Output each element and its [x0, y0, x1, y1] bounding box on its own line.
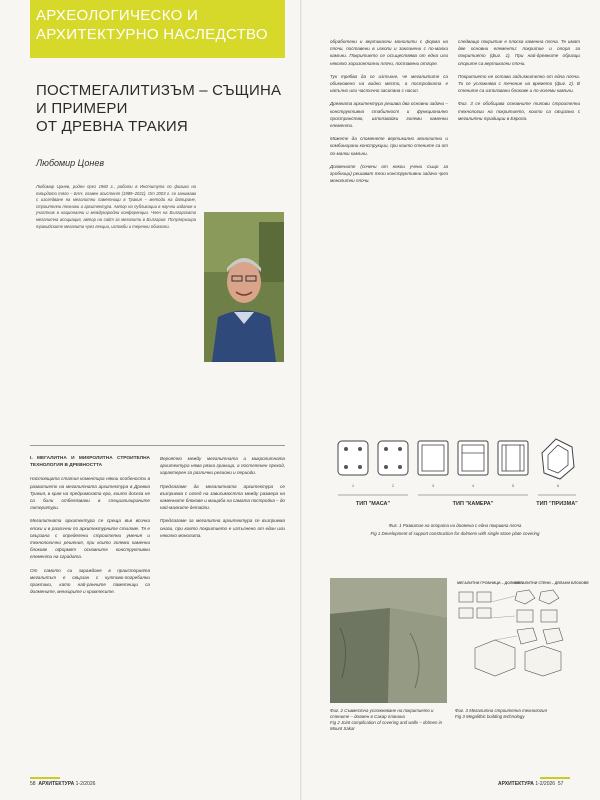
fig1-caption-bg: Фиг. 1 Развитие на опората на долмена с еднa покривна плоча [388, 523, 522, 528]
fig1-type-chamber: ТИП "КАМЕРА" [452, 501, 494, 507]
left-column-1 [30, 455, 150, 601]
paragraph: Долмените (сочени от някои учени също за гробници) решават тези конструктивни задачи чрез монолитни плочи. [330, 163, 448, 184]
fig2-caption-bg: Фиг. 2 Съвместна усложняване на покритието и стените – долмен в Сакар планина [330, 708, 434, 719]
paragraph: Вероятно между мегалитната и микролитната архитектура няма рязка граница, а постепенен преход, характерен за различни региони и периоди. [160, 456, 285, 476]
fig1-type-prism: ТИП "ПРИЗМА" [536, 501, 578, 507]
left-column-2 [160, 455, 285, 545]
fig1-type-table: ТИП "МАСА" [355, 501, 391, 507]
figure-3-caption [455, 708, 580, 720]
page-gutter [300, 0, 302, 800]
paragraph: Покритието не остава задължително от една плоча. То се усложнява с течение на времето (фиг. 2). В стените са използвани блокове и по-големи камъни. [458, 73, 580, 94]
dolmen-type-5-drawing [498, 441, 528, 475]
paragraph: Предлагаме за мегалитна архитектура се възприема онази, при която покритието е изпълнено от един или няколко монолита. [160, 518, 285, 538]
paragraph: Древната архитектура решава два основни задачи – конструктивна стабилност и функционално пространство, използвайки големи каменни елементи. [330, 101, 448, 129]
paragraph: Можете да споменете вертикално монолитни и комбинирани конструкции, при които стените са от по-малки камъни. [330, 136, 448, 156]
fig2-caption-en: Fig 2 Joint complication of covering and walls – dolmen in Mount Sakar [330, 720, 443, 731]
subsection-heading: I. МЕГАЛИТНА И МИКРОЛИТНА СТРОИТЕЛНА ТЕХНОЛОГИЯ В ДРЕВНОСТТА [30, 456, 150, 469]
dolmen-type-3-drawing [418, 441, 448, 475]
dolmen-photo-image [330, 578, 447, 703]
page-number-left: 58 [30, 781, 36, 787]
dolmen-type-4-drawing [458, 441, 488, 475]
dolmen-type-1-drawing [338, 441, 368, 475]
fig1-caption-en: Fig 1 Development of support construction for dolmens with single stone plate covering [370, 531, 540, 536]
figure-2-photo [330, 578, 447, 703]
article-title-line1: ПОСТМЕГАЛИТИЗЪМ – СЪЩИНА И ПРИМЕРИ [36, 82, 282, 117]
paragraph: Фиг. 3 се обобщава основните типови строителни технологии на покритието, които са свързани с мегалитни традиции в Европа. [458, 101, 580, 121]
fig1-number-4: 4 [472, 484, 474, 488]
footer-right [498, 781, 563, 787]
issue-left: 1-2/2026 [75, 781, 96, 787]
footer-accent-right [540, 777, 570, 779]
fig1-number-3: 3 [432, 484, 434, 488]
magazine-name-right: АРХИТЕКТУРА [498, 781, 534, 787]
page-number-right: 57 [557, 781, 564, 787]
fig1-number-5: 5 [512, 484, 514, 488]
paragraph: Мегалитната архитектура се среща във всички епохи и в различни по архитектурните стилове. Тя е свързана с определени строителни умения и технологични решения, при които големи каменни блокове оформят основните конструктивни елементи на сградата. [30, 518, 150, 560]
section-title-line1: АРХЕОЛОГИЧЕСКО И [36, 7, 199, 24]
paragraph: обработени и вертикални монолити с форма на плочи, поставени в изкопи и заклинени с по-малки камъни. Покритието се осъществява от една или няколко хоризонтални плочи, поставени отгоре. [330, 39, 448, 66]
section-title-line2: АРХИТЕКТУРНО НАСЛЕДСТВО [36, 26, 268, 43]
right-column-1 [330, 38, 448, 190]
issue-right: 1-2/2026 [535, 781, 556, 787]
article-title [36, 82, 286, 136]
paragraph: От самото си зараждане в праисторията мегалитът е свързан с култово-погребални практики, като най-ранните паметници са долмените, менхирите и кромлесите. [30, 567, 150, 595]
figure-2-caption [330, 708, 447, 732]
fig1-number-2: 2 [392, 484, 394, 488]
dolmen-type-2-drawing [378, 441, 408, 475]
fig3-label-left: МЕГАЛИТНИ ГРОБНИЦИ – ДОЛМЕНИ [457, 581, 523, 585]
right-column-2 [458, 38, 580, 128]
author-portrait-image [204, 212, 284, 362]
author-photo [204, 212, 284, 362]
paragraph: следващо покритие е плоска каменна плоча. Те имат две основни елементи: покритие и опора за покритието (фиг. 1). При най-древните образци опорите са вертикални плочи. [458, 39, 580, 66]
figure-1-dolmen-types [330, 423, 580, 548]
fig3-label-right: МЕГАЛИТНИ СТЕНИ – ДЯЛАНИ БЛОКОВЕ [515, 581, 589, 585]
paragraph: Настоящата статия коментира някои особености в развитието на мегалитната архитектура в Древна Тракия, в края на предримската ера, които досега не са били отбелязвани в специализираните литератури. [30, 476, 150, 511]
figure-3-technology-diagram [455, 578, 589, 703]
magazine-name-left: АРХИТЕКТУРА [38, 781, 75, 787]
author-bio: Любомир Цонев, роден през 1960 г., работи в Института по физика на твърдото тяло – БАН, главен асистент (1989–2021). От 2003 г. се занимава с изследване на мегалитни паметници в Тракия – методи на датиране, строителни техники и архитектура. Автор на публикации в научни издания и участник в национални и международни конференции. Член на Българската мегалитна асоциация, автор на сайт за мегалити в България. Популяризира тракийските мегалити чрез лекции, изложби и теренни обиколки. [36, 184, 196, 229]
paragraph: Предлагаме да мегалитната архитектура се възприема с оглед на зависимостта между размера на каменните блокове и мащаба на самата постройка – до най-малките детайли. [160, 483, 285, 511]
section-divider [30, 445, 285, 446]
footer-accent-left [30, 777, 60, 779]
paragraph: Тук трябва да се изтъкне, че мегалитите са обикновено на видно място, а постройката е напълно или частично засипана с насип. [330, 73, 448, 94]
fig3-caption-bg: Фиг. 3 Мегалитна строителна технология [455, 708, 547, 713]
fig3-caption-en: Fig 3 Megalithic building technology [455, 714, 525, 719]
fig1-number-1: 1 [352, 484, 354, 488]
section-title [36, 6, 281, 44]
footer-left [30, 781, 95, 787]
article-title-line2: ОТ ДРЕВНА ТРАКИЯ [36, 118, 188, 135]
author-name: Любомир Цонев [36, 158, 105, 168]
fig1-number-6: 6 [557, 484, 559, 488]
